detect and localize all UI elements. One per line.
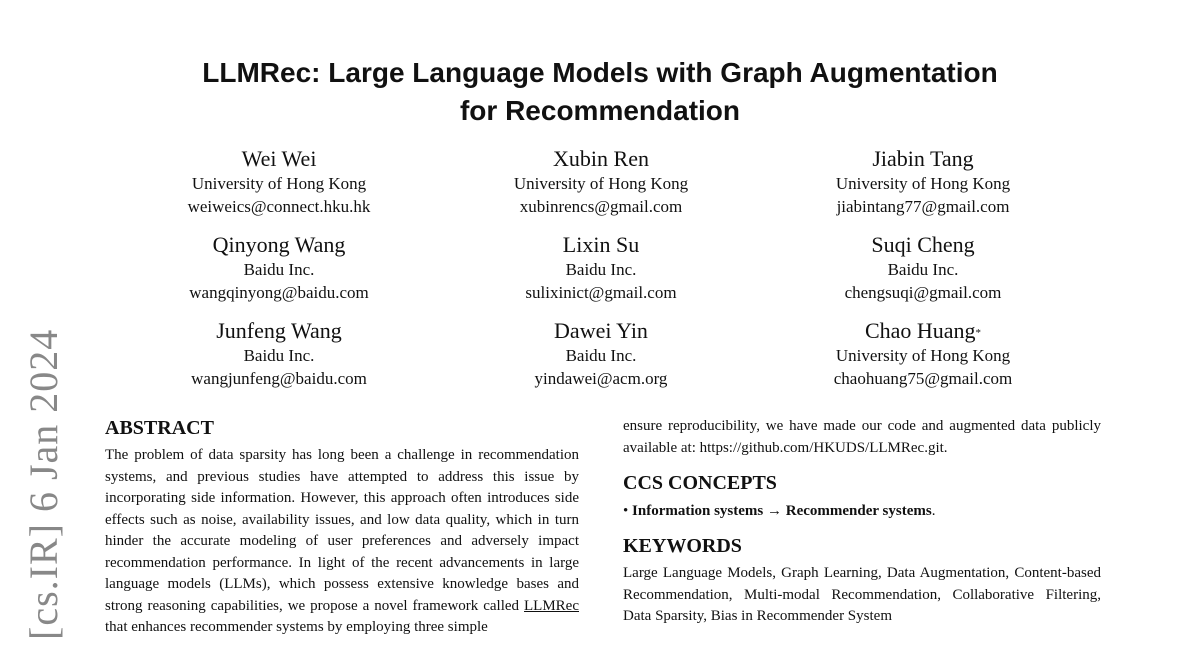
ccs-concept: [623, 500, 1101, 522]
arxiv-side-stamp: [cs.IR] 6 Jan 2024: [21, 328, 66, 640]
author-name: [762, 318, 1084, 344]
author-affiliation: University of Hong Kong: [191, 174, 367, 193]
author-name: Suqi Cheng: [871, 232, 975, 257]
author-block: [118, 318, 440, 390]
abstract-heading: ABSTRACT: [105, 417, 214, 439]
author-affiliation: Baidu Inc.: [887, 260, 959, 279]
author-email: sulixinict@gmail.com: [525, 283, 677, 302]
left-column: [105, 416, 579, 639]
abstract-text-part-2: that enhances recommender systems by employing three simple: [105, 619, 488, 635]
author-email: xubinrencs@gmail.com: [519, 197, 683, 216]
keywords-heading: KEYWORDS: [623, 535, 742, 557]
author-affiliation: University of Hong Kong: [513, 174, 689, 193]
author-email: wangjunfeng@baidu.com: [191, 369, 367, 388]
abstract-text-part-1: The problem of data sparsity has long been a challenge in recommendation systems, and previous studies have attempted to address this issue by incorporating side information. However, this approach often introduces side effects such as noise, availability issues, and low data quality, which in turn hinder the accurate modeling of user preferences and adversely impact recommendation performance. In light of the recent advancements in large language models (LLMs), which possess extensive knowledge bases and strong reasoning capabilities, we propose a novel framework called: [105, 447, 579, 614]
author-email: wangqinyong@baidu.com: [189, 283, 369, 302]
author-name: Dawei Yin: [554, 318, 648, 343]
author-name: Wei Wei: [241, 146, 317, 171]
author-name: Xubin Ren: [553, 146, 649, 171]
author-affiliation: University of Hong Kong: [835, 174, 1011, 193]
author-email: weiweics@connect.hku.hk: [187, 197, 371, 216]
author-name: Qinyong Wang: [212, 232, 346, 257]
author-name: Jiabin Tang: [872, 146, 974, 171]
author-affiliation: Baidu Inc.: [243, 346, 315, 365]
author-email: chengsuqi@gmail.com: [844, 283, 1002, 302]
ccs-term-1: Information systems: [632, 503, 764, 519]
author-block: [440, 232, 762, 304]
author-block: [118, 232, 440, 304]
author-affiliation: Baidu Inc.: [565, 260, 637, 279]
author-block: [762, 318, 1084, 390]
author-email: yindawei@acm.org: [534, 369, 668, 388]
author-name-text: Chao Huang: [864, 318, 976, 343]
title-line-2: for Recommendation: [459, 95, 741, 126]
keywords-text: Large Language Models, Graph Learning, Data Augmentation, Content-based Recommendation, Multi-modal Recommendation, Collaborative Filtering, Data Sparsity, Bias in Recommender System: [623, 565, 1101, 624]
author-email: jiabintang77@gmail.com: [836, 197, 1010, 216]
llmrec-link[interactable]: LLMRec: [524, 597, 579, 614]
author-affiliation: Baidu Inc.: [243, 260, 315, 279]
continuation-text: ensure reproducibility, we have made our code and augmented data publicly available at: https://github.com/HKUDS/LLMRec.git.: [623, 418, 1101, 456]
author-block: [440, 318, 762, 390]
author-block: [762, 232, 1084, 304]
author-block: [440, 146, 762, 218]
ccs-bullet: •: [623, 503, 629, 519]
ccs-arrow: →: [767, 503, 783, 519]
author-affiliation: Baidu Inc.: [565, 346, 637, 365]
author-grid: [118, 146, 1084, 390]
right-column: [623, 416, 1101, 628]
author-affiliation: University of Hong Kong: [835, 346, 1011, 365]
abstract-text: [105, 445, 579, 639]
corresponding-author-mark: *: [975, 327, 982, 339]
ccs-heading: CCS CONCEPTS: [623, 472, 777, 494]
author-name: Lixin Su: [562, 232, 640, 257]
author-email: chaohuang75@gmail.com: [833, 369, 1013, 388]
author-block: [762, 146, 1084, 218]
paper-title: [0, 54, 1200, 130]
ccs-end: .: [931, 503, 936, 519]
author-block: [118, 146, 440, 218]
author-name: Junfeng Wang: [216, 318, 342, 343]
title-line-1: LLMRec: Large Language Models with Graph Augmentation: [202, 57, 998, 88]
ccs-term-2: Recommender systems: [785, 503, 932, 519]
